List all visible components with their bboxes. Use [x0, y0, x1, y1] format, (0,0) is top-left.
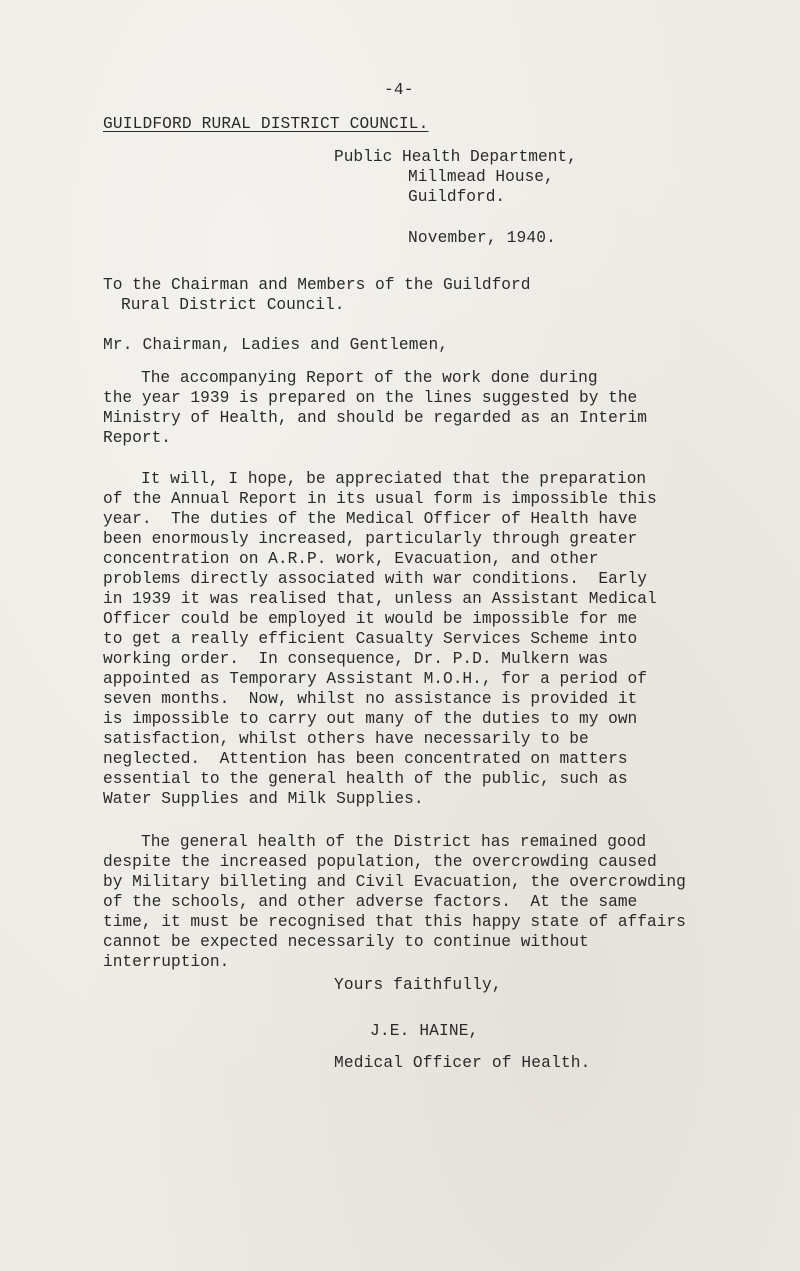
addressee — [103, 275, 530, 315]
page-number: -4- — [384, 81, 414, 99]
address-line: Public Health Department, — [334, 148, 577, 166]
valediction: Yours faithfully, — [334, 976, 502, 994]
paragraph-line: been enormously increased, particularly through greater — [103, 530, 638, 548]
signatory-name: J.E. HAINE, — [370, 1022, 479, 1040]
paragraph-line: the year 1939 is prepared on the lines suggested by the — [103, 389, 638, 407]
sender-address — [334, 147, 577, 207]
paragraph-line: Ministry of Health, and should be regarded as an Interim — [103, 409, 647, 427]
paragraph-line: Report. — [103, 429, 171, 447]
addressee-line: Rural District Council. — [121, 296, 345, 314]
salutation: Mr. Chairman, Ladies and Gentlemen, — [103, 336, 449, 354]
paragraph-line: neglected. Attention has been concentrated on matters — [103, 750, 628, 768]
paragraph-line: year. The duties of the Medical Officer of Health have — [103, 510, 638, 528]
signatory-title: Medical Officer of Health. — [334, 1054, 591, 1072]
paragraph-duties — [103, 469, 657, 809]
paragraph-line: The general health of the District has remained good — [141, 833, 647, 851]
addressee-line: To the Chairman and Members of the Guildford — [103, 276, 531, 294]
paragraph-line: despite the increased population, the overcrowding caused — [103, 853, 657, 871]
paragraph-line: of the Annual Report in its usual form is impossible this — [103, 490, 657, 508]
paragraph-line: Officer could be employed it would be impossible for me — [103, 610, 638, 628]
paragraph-line: interruption. — [103, 953, 230, 971]
letter-date: November, 1940. — [408, 229, 556, 247]
paragraph-line: seven months. Now, whilst no assistance is provided it — [103, 690, 638, 708]
paragraph-line: in 1939 it was realised that, unless an Assistant Medical — [103, 590, 657, 608]
paragraph-line: to get a really efficient Casualty Services Scheme into — [103, 630, 638, 648]
paragraph-line: satisfaction, whilst others have necessarily to be — [103, 730, 589, 748]
paragraph-line: cannot be expected necessarily to continue without — [103, 933, 589, 951]
paragraph-line: of the schools, and other adverse factors. At the same — [103, 893, 638, 911]
paragraph-line: appointed as Temporary Assistant M.O.H., for a period of — [103, 670, 647, 688]
paragraph-interim-report — [103, 368, 647, 448]
paragraph-line: working order. In consequence, Dr. P.D. Mulkern was — [103, 650, 609, 668]
paragraph-line: is impossible to carry out many of the duties to my own — [103, 710, 638, 728]
paragraph-line: concentration on A.R.P. work, Evacuation, and other — [103, 550, 599, 568]
council-title: GUILDFORD RURAL DISTRICT COUNCIL. — [103, 115, 429, 133]
paragraph-general-health — [103, 832, 686, 972]
paragraph-line: problems directly associated with war conditions. Early — [103, 570, 647, 588]
paragraph-line: essential to the general health of the public, such as — [103, 770, 628, 788]
paragraph-line: It will, I hope, be appreciated that the preparation — [141, 470, 647, 488]
paragraph-line: by Military billeting and Civil Evacuation, the overcrowding — [103, 873, 686, 891]
address-line: Guildford. — [408, 188, 506, 206]
paragraph-line: Water Supplies and Milk Supplies. — [103, 790, 424, 808]
paragraph-line: The accompanying Report of the work done during — [141, 369, 598, 387]
paragraph-line: time, it must be recognised that this happy state of affairs — [103, 913, 686, 931]
address-line: Millmead House, — [408, 168, 554, 186]
